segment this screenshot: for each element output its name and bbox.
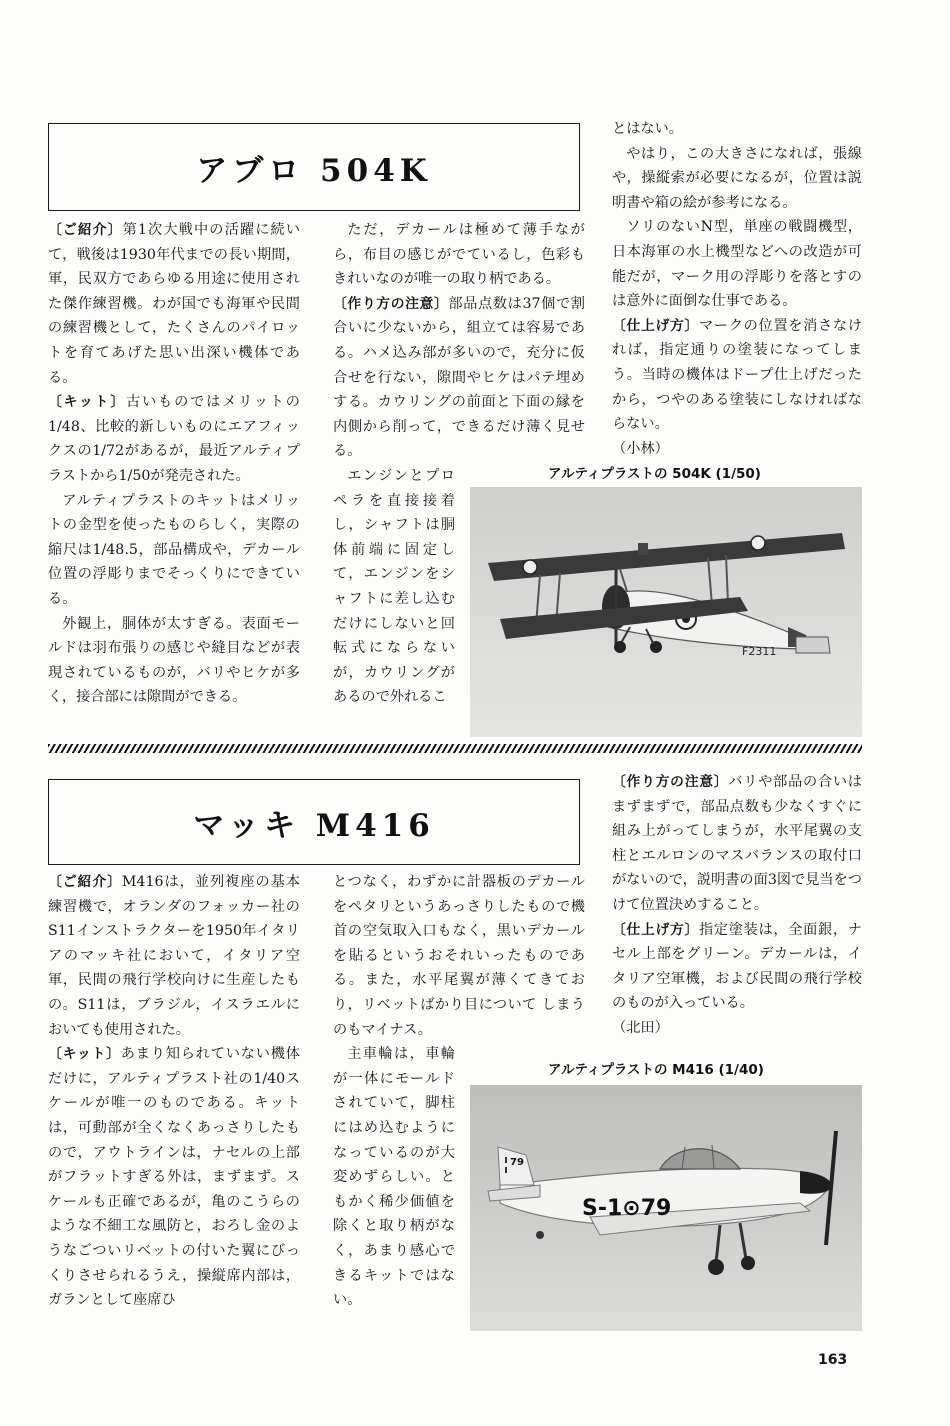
article1-paragraph-4: 外観上，胴体が太すぎる。表面モールドは羽布張りの感じや縫目などが表現されているものが，バリやヒケが多く，接合部には隙間ができる。 <box>48 615 300 706</box>
kit-text: 古いものではメリットの1/48、比較的新しいものにエアフィックスの1/72があるが，最近アルティプラストから1/50が発売された。 <box>48 394 300 484</box>
article2-col2-paragraph-2: 主車輪は，車輪が一体にモールドされていて，脚柱にはめ込むようになっているのが大変めずらしい。ともかく稀少価値を除くと取り柄がなく，あまり感心できるキットではない。 <box>333 1046 455 1309</box>
howto-text: 部品点数は37個で割合いに少ないから，組立ては容易である。ハメ込み部が多いので，充分に仮合せを行ない，隙間やヒケはパテ埋めする。カウリングの前面と下面の縁を内側から削って，できるだけ薄く見せる。 <box>333 295 585 460</box>
page-number: 163 <box>818 1352 848 1368</box>
finish-text: 指定塗装は，全面銀，ナセル上部をグリーン。デカールは，イタリア空軍機，および民間の飛行学校のものが入っている。 <box>612 921 862 1012</box>
finish-label: 〔仕上げ方〕 <box>612 921 699 938</box>
article1-kit-paragraph <box>48 390 300 488</box>
article2-title-box <box>48 779 580 865</box>
article1-column-3 <box>612 117 862 461</box>
m416-tail-number: 79 <box>510 1157 524 1168</box>
m416-photo-marking: S-1⊙79 <box>582 1196 672 1221</box>
article2-intro-paragraph <box>48 870 300 1042</box>
monoplane-illustration <box>470 1085 862 1331</box>
section-divider <box>48 744 862 753</box>
article1-photo-caption: アルティプラストの 504K (1/50) <box>548 466 761 482</box>
article2-column-1 <box>48 870 300 1313</box>
article1-col2-paragraph-1: ただ，デカールは極めて薄手ながら，布目の感じがでているし，色彩もきれいなのが唯一の取り柄である。 <box>333 222 585 288</box>
article1-title: アブロ 504K <box>196 152 432 189</box>
article2-photo-caption: アルティプラストの M416 (1/40) <box>548 1062 764 1078</box>
article2-finish-paragraph <box>612 918 862 1016</box>
macchi-m416-photo <box>470 1085 862 1331</box>
article2-howto-paragraph <box>612 770 862 918</box>
intro-text: M416は，並列複座の基本練習機で，オランダのフォッカー社のS11インストラクターを1950年イタリアのマッキ社において，イタリア空軍，民間の飛行学校向けに生産したもの。S11は，ブラジル，イスラエルにおいても使用された。 <box>48 874 301 1038</box>
article1-intro-paragraph <box>48 218 300 390</box>
article1-signature: （小林） <box>612 440 669 457</box>
kit-text: あまり知られていない機体だけに，アルティプラスト社の1/40スケールが唯一のものである。キットは，可動部が全くなくあっさりしたもので，アウトラインは，ナセルの上部がフラットすぎる外は，まずまず。スケールも正確であるが，亀のこうらのような不細工な風防と，おろし金のようなごついリベットの付いた翼にびっくりさせられるうえ，操縦席内部は，ガランとして座席ひ <box>48 1046 300 1309</box>
howto-label: 〔作り方の注意〕 <box>612 774 729 790</box>
article2-column-3 <box>612 770 862 1041</box>
intro-label: 〔ご紹介〕 <box>48 222 123 238</box>
article1-howto-paragraph <box>333 292 585 464</box>
article1-finish-paragraph <box>612 314 862 437</box>
finish-label: 〔仕上げ方〕 <box>612 317 699 334</box>
article1-col3-paragraph-2: やはり，この大きさになれば，張線や，操縦索が必要になるが，位置は説明書や箱の絵が参考になる。 <box>612 145 862 211</box>
avro-photo-marking: F2311 <box>742 645 777 658</box>
article1-col2-paragraph-3: エンジンとプロペラを直接接着し，シャフトは胴体前端に固定して，エンジンをシャフトに差し込むだけにしないと回転式にならないが，カウリングがあるので外れるこ <box>333 467 455 706</box>
finish-text: マークの位置を消さなければ，指定通りの塗装になってしまう。当時の機体はドープ仕上げだったから，つやのある塗装にしなければならない。 <box>612 317 862 433</box>
biplane-illustration <box>470 487 862 737</box>
article1-col3-paragraph-1: とはない。 <box>612 121 683 137</box>
article2-col2-paragraph-1: とつなく，わずかに計器板のデカールをペタリというあっさりしたもので機首の空気取入口もなく，黒いデカールを貼るというおそれいったものである。また，水平尾翼が薄くてきており，リベットばかり目について しまうのもマイナス。 <box>333 874 585 1038</box>
intro-label: 〔ご紹介〕 <box>48 874 122 890</box>
article1-col3-paragraph-3: ソリのないN型，単座の戦闘機型，日本海軍の水上機型などへの改造が可能だが，マーク用の浮彫りを落とすのは意外に面倒な仕事である。 <box>612 219 862 310</box>
article1-column-1 <box>48 218 300 710</box>
intro-text: 第1次大戦中の活躍に続いて，戦後は1930年代までの長い期間，軍，民双方であらゆる用途に使用された傑作練習機。わが国でも海軍や民間の練習機として，たくさんのパイロットを育てあげた思い出深い機体である。 <box>48 222 301 386</box>
article1-paragraph-3: アルティプラストのキットはメリットの金型を使ったものらしく，実際の縮尺は1/48.5，部品構成や，デカール位置の浮彫りまでそっくりにできている。 <box>48 492 300 607</box>
howto-label: 〔作り方の注意〕 <box>333 295 449 312</box>
kit-label: 〔キット〕 <box>48 1046 121 1063</box>
article2-signature: （北田） <box>612 1019 669 1036</box>
avro-504k-photo <box>470 487 862 737</box>
howto-text: バリや部品の合いはまずまずで，部品点数も少なくすぐに組み上がってしまうが，水平尾翼の支柱とエルロンのマスバランスの取付口がないので，説明書の面3図で見当をつけて位置決めすること。 <box>612 774 862 913</box>
article1-title-box <box>48 123 580 211</box>
kit-label: 〔キット〕 <box>48 394 126 411</box>
article2-title: マッキ M416 <box>193 807 435 844</box>
article2-kit-paragraph <box>48 1042 300 1313</box>
